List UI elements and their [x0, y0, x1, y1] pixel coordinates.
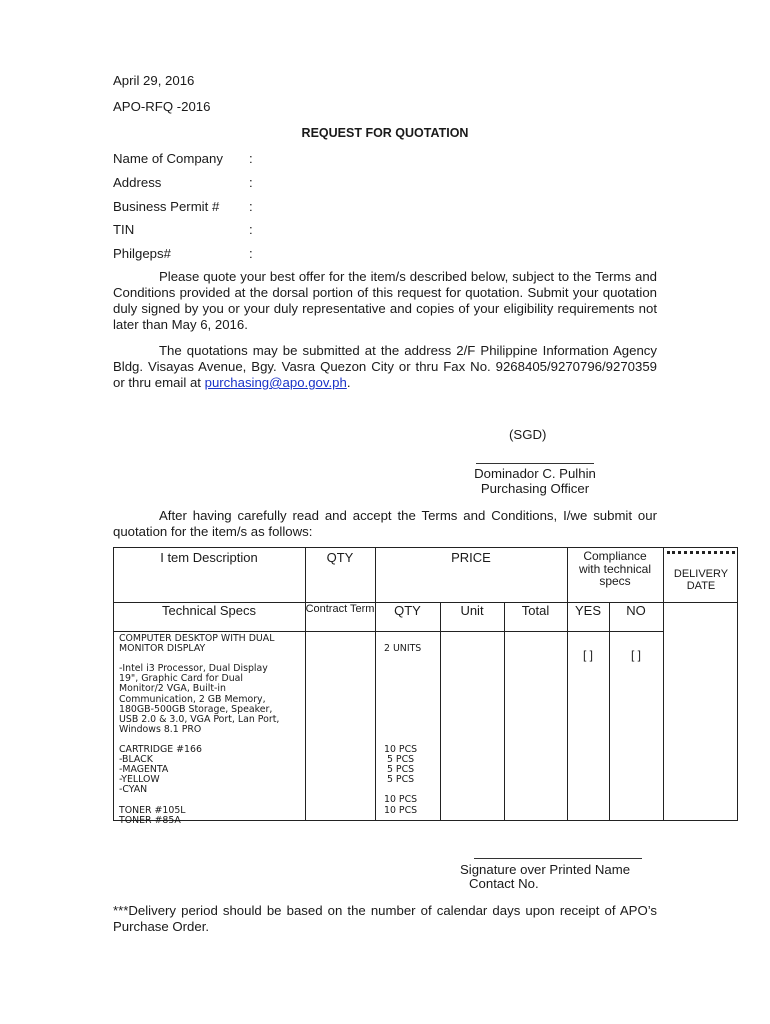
items-specs-text: COMPUTER DESKTOP WITH DUAL MONITOR DISPLAY -Intel i3 Processor, Dual Display 19", Graphic Card for Dual Monitor/2 VGA, Built-in Communication, 2 GB Memory, 180GB-500GB Storage, Speaker, USB 2.0 & 3.0, VGA Port, Lan Port, Windows 8.1 PRO CARTRIDGE #166 -BLACK -MAGENTA -YELLOW -CYAN TONER #105L TONER #85A	[119, 633, 280, 826]
sgd-mark: (SGD)	[509, 427, 547, 442]
field-label-philgeps: Philgeps#	[113, 246, 171, 261]
field-sep-company: :	[249, 151, 253, 166]
signature-line	[476, 463, 594, 464]
field-sep-tin: :	[249, 222, 253, 237]
submission-end: .	[346, 375, 351, 390]
header-item-description: I tem Description	[160, 550, 258, 565]
bidder-contact-label: Contact No.	[469, 876, 539, 891]
field-label-business-permit: Business Permit #	[113, 199, 220, 214]
field-label-tin: TIN	[113, 222, 135, 237]
header-qty: QTY	[326, 550, 354, 565]
field-sep-philgeps: :	[249, 246, 253, 261]
field-label-address: Address	[113, 175, 162, 190]
compliance-no-checkbox[interactable]: [ ]	[630, 648, 641, 662]
rfq-reference: APO-RFQ -2016	[113, 99, 211, 114]
header-delivery-date: DELIVERY DATE	[673, 568, 729, 592]
email-link[interactable]: purchasing@apo.gov.ph	[204, 375, 347, 390]
header-total: Total	[521, 603, 550, 618]
submission-paragraph	[113, 343, 657, 391]
header-qty-2: QTY	[394, 603, 421, 618]
signatory-title: Purchasing Officer	[480, 481, 590, 496]
instructions-paragraph: Please quote your best offer for the item/s described below, subject to the Terms and Conditions provided at the dorsal portion of this request for quotation. Submit your quotation duly signed by you or your duly representative and copies of your eligibility requirements not later than May 6, 2016.	[113, 269, 657, 332]
field-sep-address: :	[249, 175, 253, 190]
header-contract-term: Contract Term	[305, 603, 375, 615]
header-compliance: Compliance with technical specs	[578, 549, 652, 588]
submission-text: The quotations may be submitted at the address 2/F Philippine Information Agency Bldg. Visayas Avenue, Bgy. Vasra Quezon City or thru Fax No. 9268405/9270796/9270359 or thru email at	[113, 343, 657, 390]
compliance-yes-checkbox[interactable]: [ ]	[582, 648, 593, 662]
header-no: NO	[626, 603, 646, 618]
items-qty-text: 2 UNITS 10 PCS 5 PCS 5 PCS 5 PCS 10 PCS 10 PCS	[384, 643, 422, 816]
quotation-table	[113, 547, 738, 826]
header-unit: Unit	[460, 603, 484, 618]
header-technical-specs: Technical Specs	[162, 603, 256, 618]
document-title: REQUEST FOR QUOTATION	[301, 126, 469, 140]
header-price: PRICE	[451, 550, 491, 565]
header-yes: YES	[574, 603, 601, 618]
acceptance-paragraph: After having carefully read and accept the Terms and Conditions, I/we submit our quotation for the item/s as follows:	[113, 508, 657, 539]
document-date: April 29, 2016	[113, 73, 195, 88]
field-sep-business-permit: :	[249, 199, 253, 214]
bidder-signature-label: Signature over Printed Name	[460, 862, 631, 877]
bidder-signature-line	[474, 858, 642, 859]
field-label-company: Name of Company	[113, 151, 223, 166]
signatory-name: Dominador C. Pulhin	[474, 466, 596, 481]
delivery-footnote: ***Delivery period should be based on the number of calendar days upon receipt of APO’s Purchase Order.	[113, 903, 657, 934]
